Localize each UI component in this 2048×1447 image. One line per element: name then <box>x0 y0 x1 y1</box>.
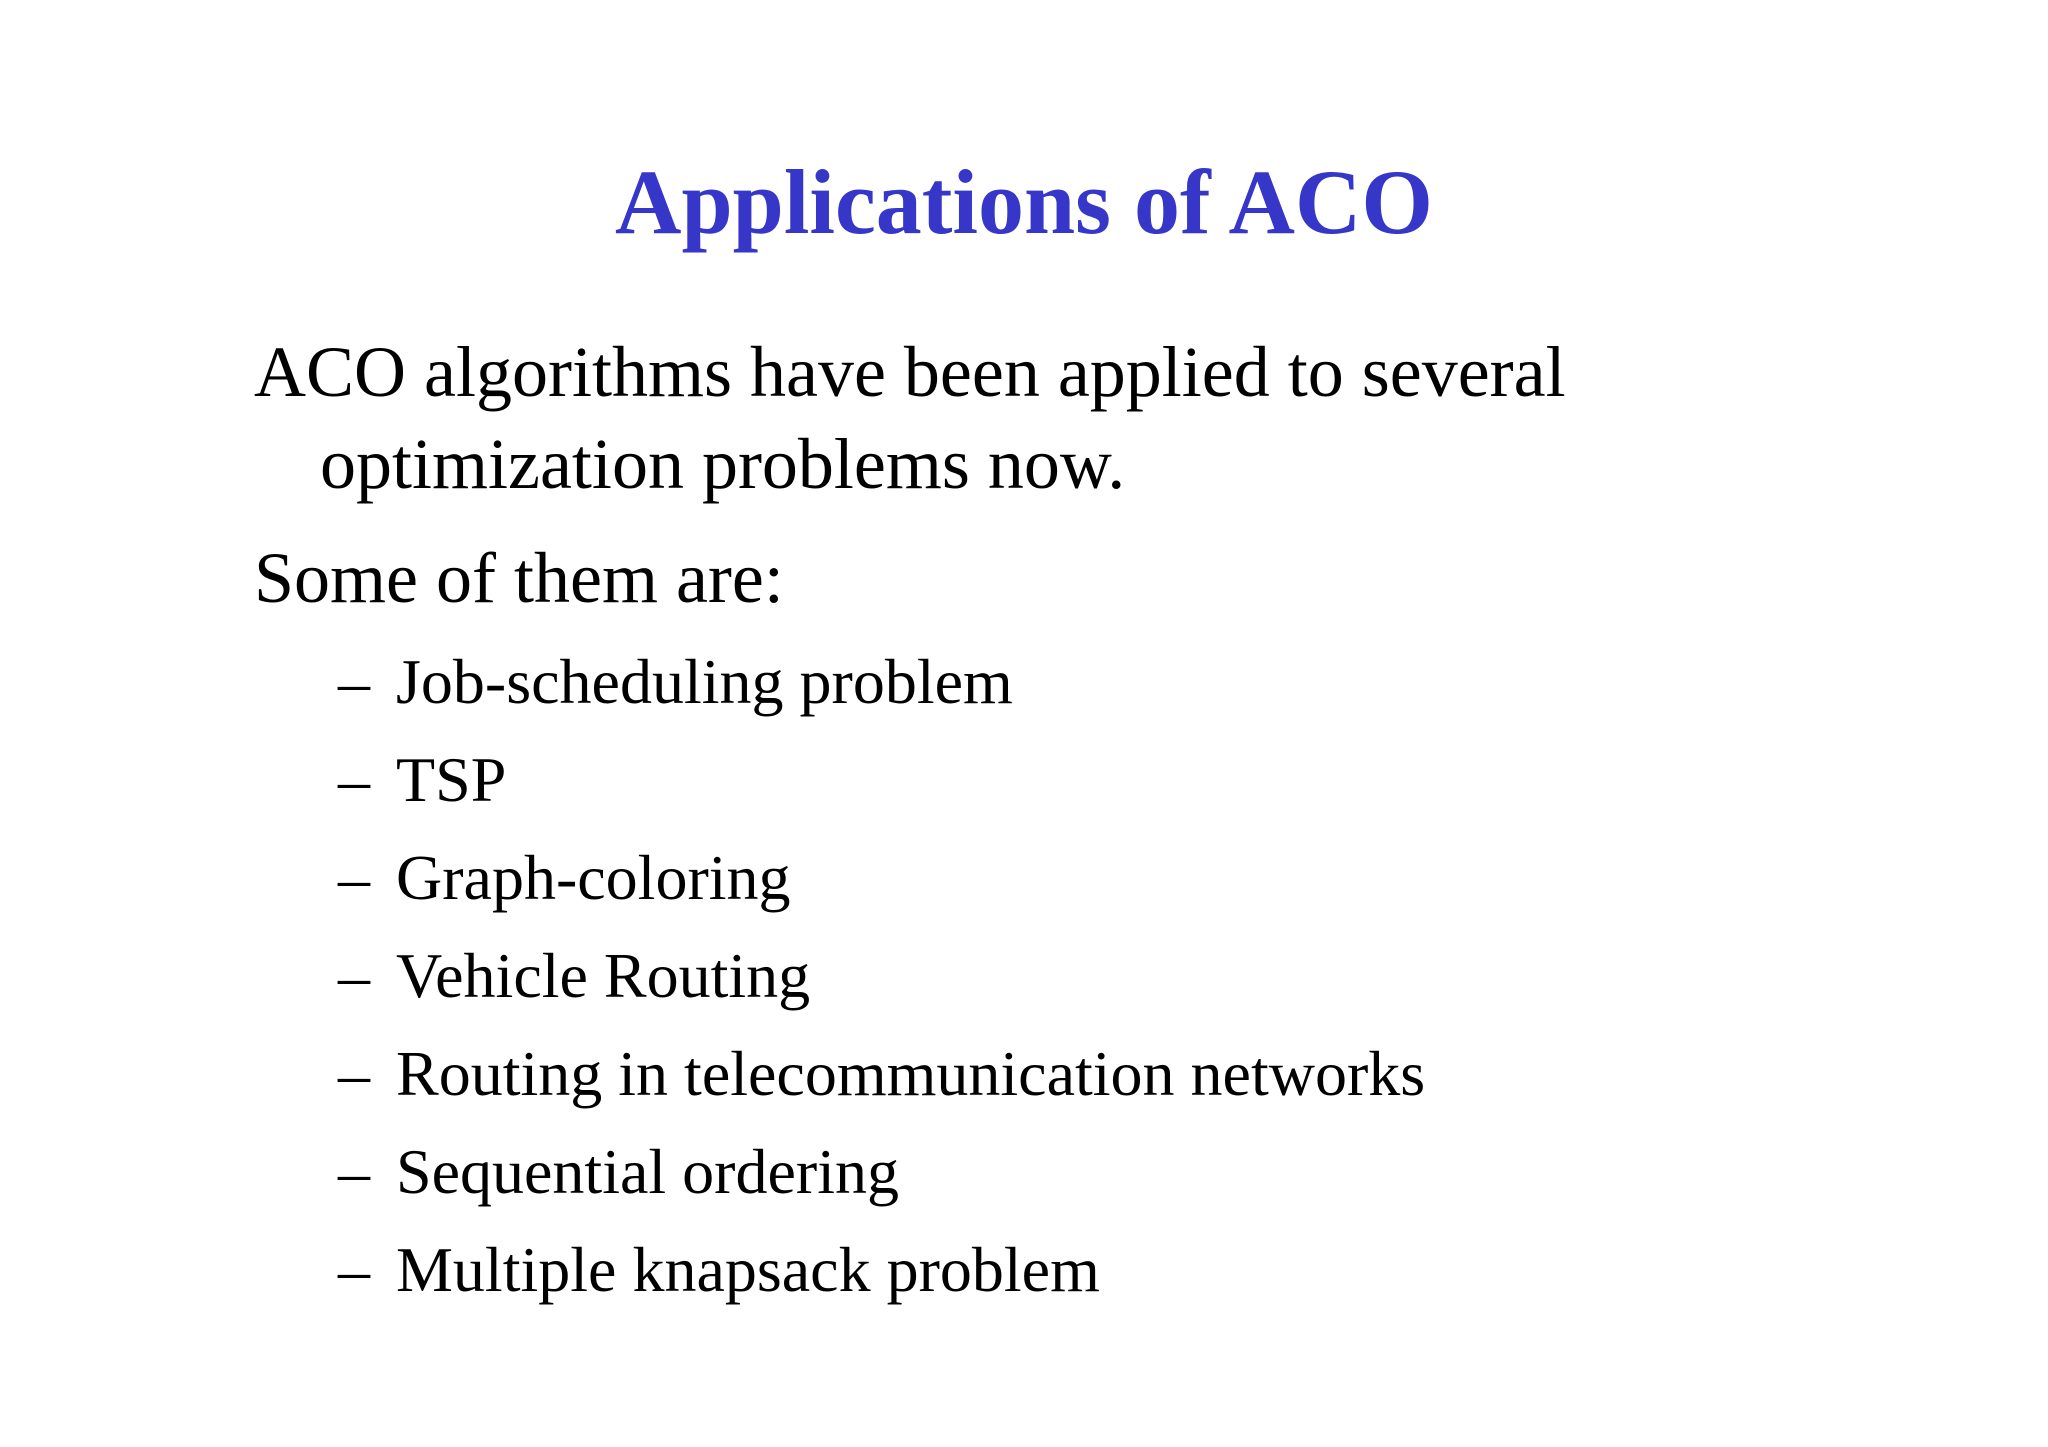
intro-paragraph <box>254 326 1566 510</box>
list-item <box>338 633 1425 731</box>
list-item <box>338 927 1425 1025</box>
list-item-label: Sequential ordering <box>396 1136 899 1207</box>
list-item-label: TSP <box>396 744 507 815</box>
intro-line-1: ACO algorithms have been applied to several <box>254 332 1566 412</box>
dash-bullet: – <box>338 1234 370 1305</box>
dash-bullet: – <box>338 744 370 815</box>
list-item-label: Multiple knapsack problem <box>396 1234 1100 1305</box>
dash-bullet: – <box>338 1136 370 1207</box>
intro-line-2: optimization problems now. <box>320 424 1126 504</box>
list-item-label: Routing in telecommunication networks <box>396 1038 1426 1109</box>
list-item <box>338 1221 1425 1319</box>
dash-bullet: – <box>338 940 370 1011</box>
list-item-label: Job-scheduling problem <box>396 646 1013 717</box>
dash-bullet: – <box>338 1038 370 1109</box>
list-item <box>338 829 1425 927</box>
slide-title: Applications of ACO <box>615 151 1433 253</box>
list-item <box>338 1025 1425 1123</box>
dash-bullet: – <box>338 842 370 913</box>
list-item-label: Graph-coloring <box>396 842 791 913</box>
dash-bullet: – <box>338 646 370 717</box>
lead-in-text: Some of them are: <box>254 538 784 618</box>
applications-list <box>338 633 1425 1319</box>
list-item-label: Vehicle Routing <box>396 940 811 1011</box>
list-item <box>338 1123 1425 1221</box>
list-item <box>338 731 1425 829</box>
